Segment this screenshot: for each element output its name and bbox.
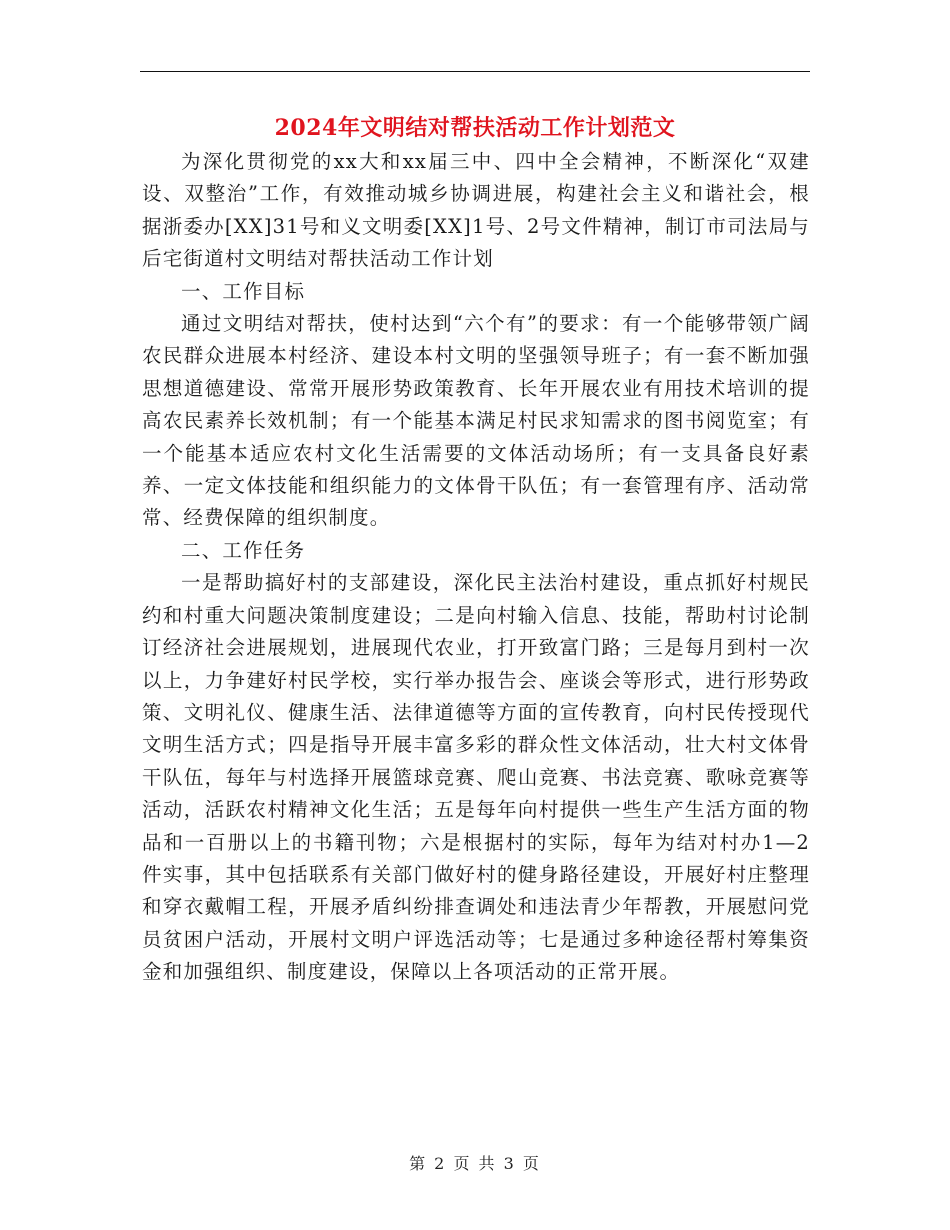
intro-paragraph: 为深化贯彻党的xx大和xx届三中、四中全会精神，不断深化“双建设、双整治”工作，有效推动城乡协调进展，构建社会主义和谐社会，根据浙委办[XX]31号和义文明委[XX]1号、2号文件精神，制订市司法局与后宅街道村文明结对帮扶活动工作计划 [142, 150, 810, 271]
goals-paragraph: 通过文明结对帮扶，使村达到“六个有”的要求：有一个能够带领广阔农民群众进展本村经济、建设本村文明的坚强领导班子；有一套不断加强思想道德建设、常常开展形势政策教育、长年开展农业有用技术培训的提高农民素养长效机制；有一个能基本满足村民求知需求的图书阅览室；有一个能基本适应农村文化生活需要的文体活动场所；有一支具备良好素养、一定文体技能和组织能力的文体骨干队伍；有一套管理有序、活动常常、经费保障的组织制度。 [142, 312, 810, 530]
section-heading-tasks: 二、工作任务 [181, 538, 306, 562]
document-title: 2024年文明结对帮扶活动工作计划范文 [274, 115, 676, 141]
section-heading-goals: 一、工作目标 [181, 279, 306, 303]
page-number: 第 2 页 共 3 页 [409, 1154, 541, 1173]
header-rule [140, 71, 810, 72]
document-body [142, 146, 810, 989]
tasks-paragraph: 一是帮助搞好村的支部建设，深化民主法治村建设，重点抓好村规民约和村重大问题决策制度建设；二是向村输入信息、技能，帮助村讨论制订经济社会进展规划，进展现代农业，打开致富门路；三是每月到村一次以上，力争建好村民学校，实行举办报告会、座谈会等形式，进行形势政策、文明礼仪、健康生活、法律道德等方面的宣传教育，向村民传授现代文明生活方式；四是指导开展丰富多彩的群众性文体活动，壮大村文体骨干队伍，每年与村选择开展篮球竞赛、爬山竞赛、书法竞赛、歌咏竞赛等活动，活跃农村精神文化生活；五是每年向村提供一些生产生活方面的物品和一百册以上的书籍刊物；六是根据村的实际，每年为结对村办1—2件实事，其中包括联系有关部门做好村的健身路径建设，开展好村庄整理和穿衣戴帽工程，开展矛盾纠纷排查调处和违法青少年帮教，开展慰问党员贫困户活动，开展村文明户评选活动等；七是通过多种途径帮村筹集资金和加强组织、制度建设，保障以上各项活动的正常开展。 [142, 571, 810, 984]
